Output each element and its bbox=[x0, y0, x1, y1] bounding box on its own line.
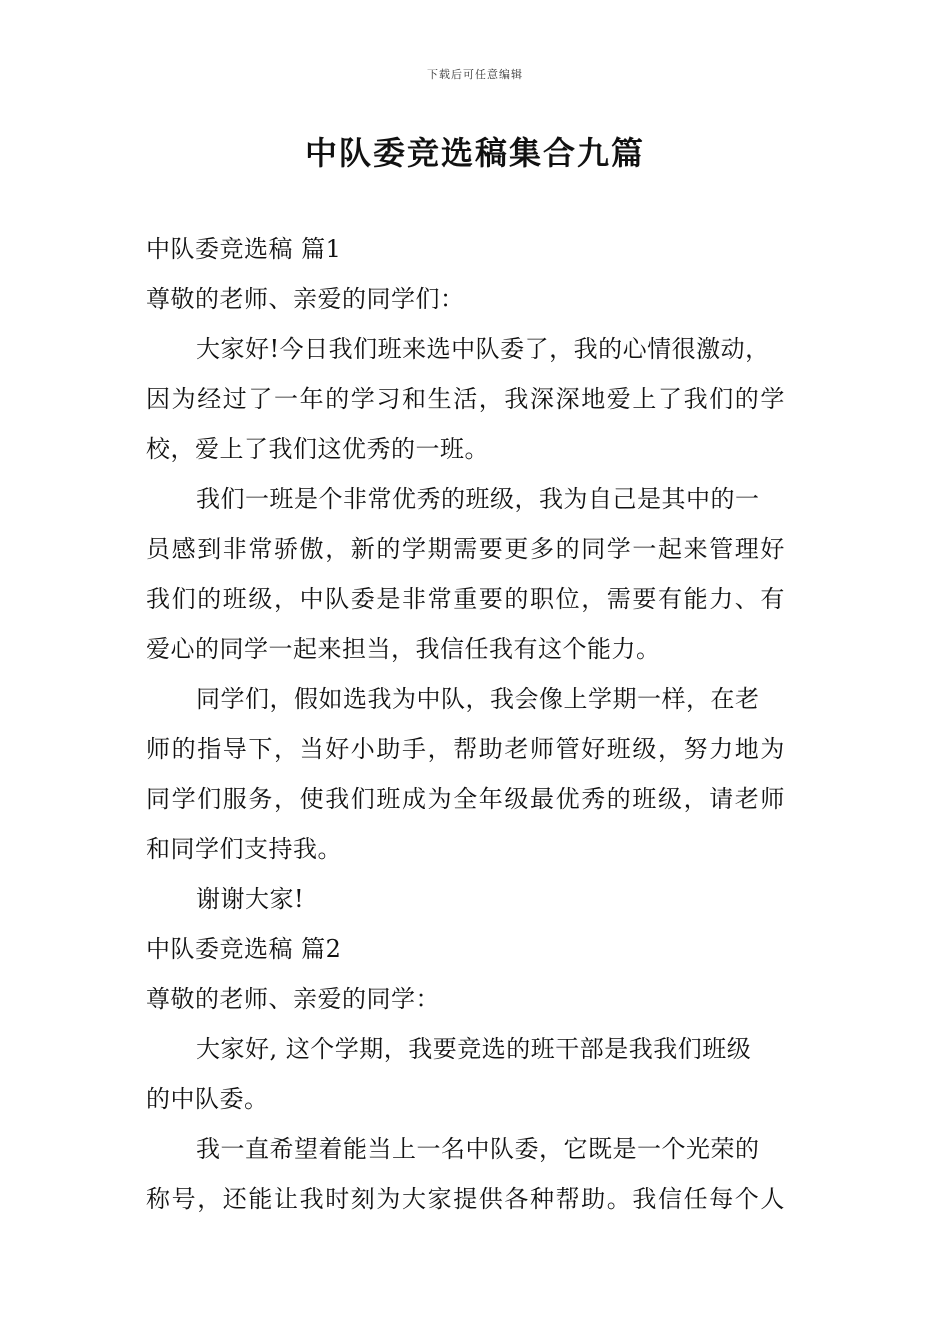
paragraph-line: 我一直希望着能当上一名中队委，它既是一个光荣的 bbox=[196, 1135, 760, 1163]
closing-line: 谢谢大家! bbox=[196, 885, 305, 913]
paragraph-line: 称号，还能让我时刻为大家提供各种帮助。我信任每个人 bbox=[146, 1185, 786, 1213]
section-heading: 中队委竞选稿 篇2 bbox=[146, 935, 342, 963]
paragraph-line: 师的指导下，当好小助手，帮助老师管好班级，努力地为 bbox=[146, 735, 786, 763]
paragraph-line: 我们的班级，中队委是非常重要的职位，需要有能力、有 bbox=[146, 585, 786, 613]
section-heading: 中队委竞选稿 篇1 bbox=[146, 235, 342, 263]
paragraph-line: 我们一班是个非常优秀的班级，我为自己是其中的一 bbox=[196, 485, 760, 513]
paragraph-line: 和同学们支持我。 bbox=[146, 835, 342, 863]
paragraph-line: 同学们服务，使我们班成为全年级最优秀的班级，请老师 bbox=[146, 785, 786, 813]
paragraph-line: 同学们，假如选我为中队，我会像上学期一样，在老 bbox=[196, 685, 760, 713]
paragraph-line: 校，爱上了我们这优秀的一班。 bbox=[146, 435, 489, 463]
salutation: 尊敬的老师、亲爱的同学： bbox=[146, 985, 440, 1013]
paragraph-line: 员感到非常骄傲，新的学期需要更多的同学一起来管理好 bbox=[146, 535, 786, 563]
paragraph-line: 因为经过了一年的学习和生活，我深深地爱上了我们的学 bbox=[146, 385, 786, 413]
paragraph-line: 大家好, 这个学期，我要竞选的班干部是我我们班级 bbox=[196, 1035, 752, 1063]
paragraph-line: 的中队委。 bbox=[146, 1085, 269, 1113]
document-body bbox=[146, 224, 810, 1224]
salutation: 尊敬的老师、亲爱的同学们： bbox=[146, 285, 465, 313]
paragraph-line: 爱心的同学一起来担当，我信任我有这个能力。 bbox=[146, 635, 661, 663]
header-note: 下载后可任意编辑 bbox=[427, 68, 523, 81]
paragraph-line: 大家好!今日我们班来选中队委了，我的心情很激动， bbox=[196, 335, 770, 363]
document-title: 中队委竞选稿集合九篇 bbox=[304, 134, 645, 172]
